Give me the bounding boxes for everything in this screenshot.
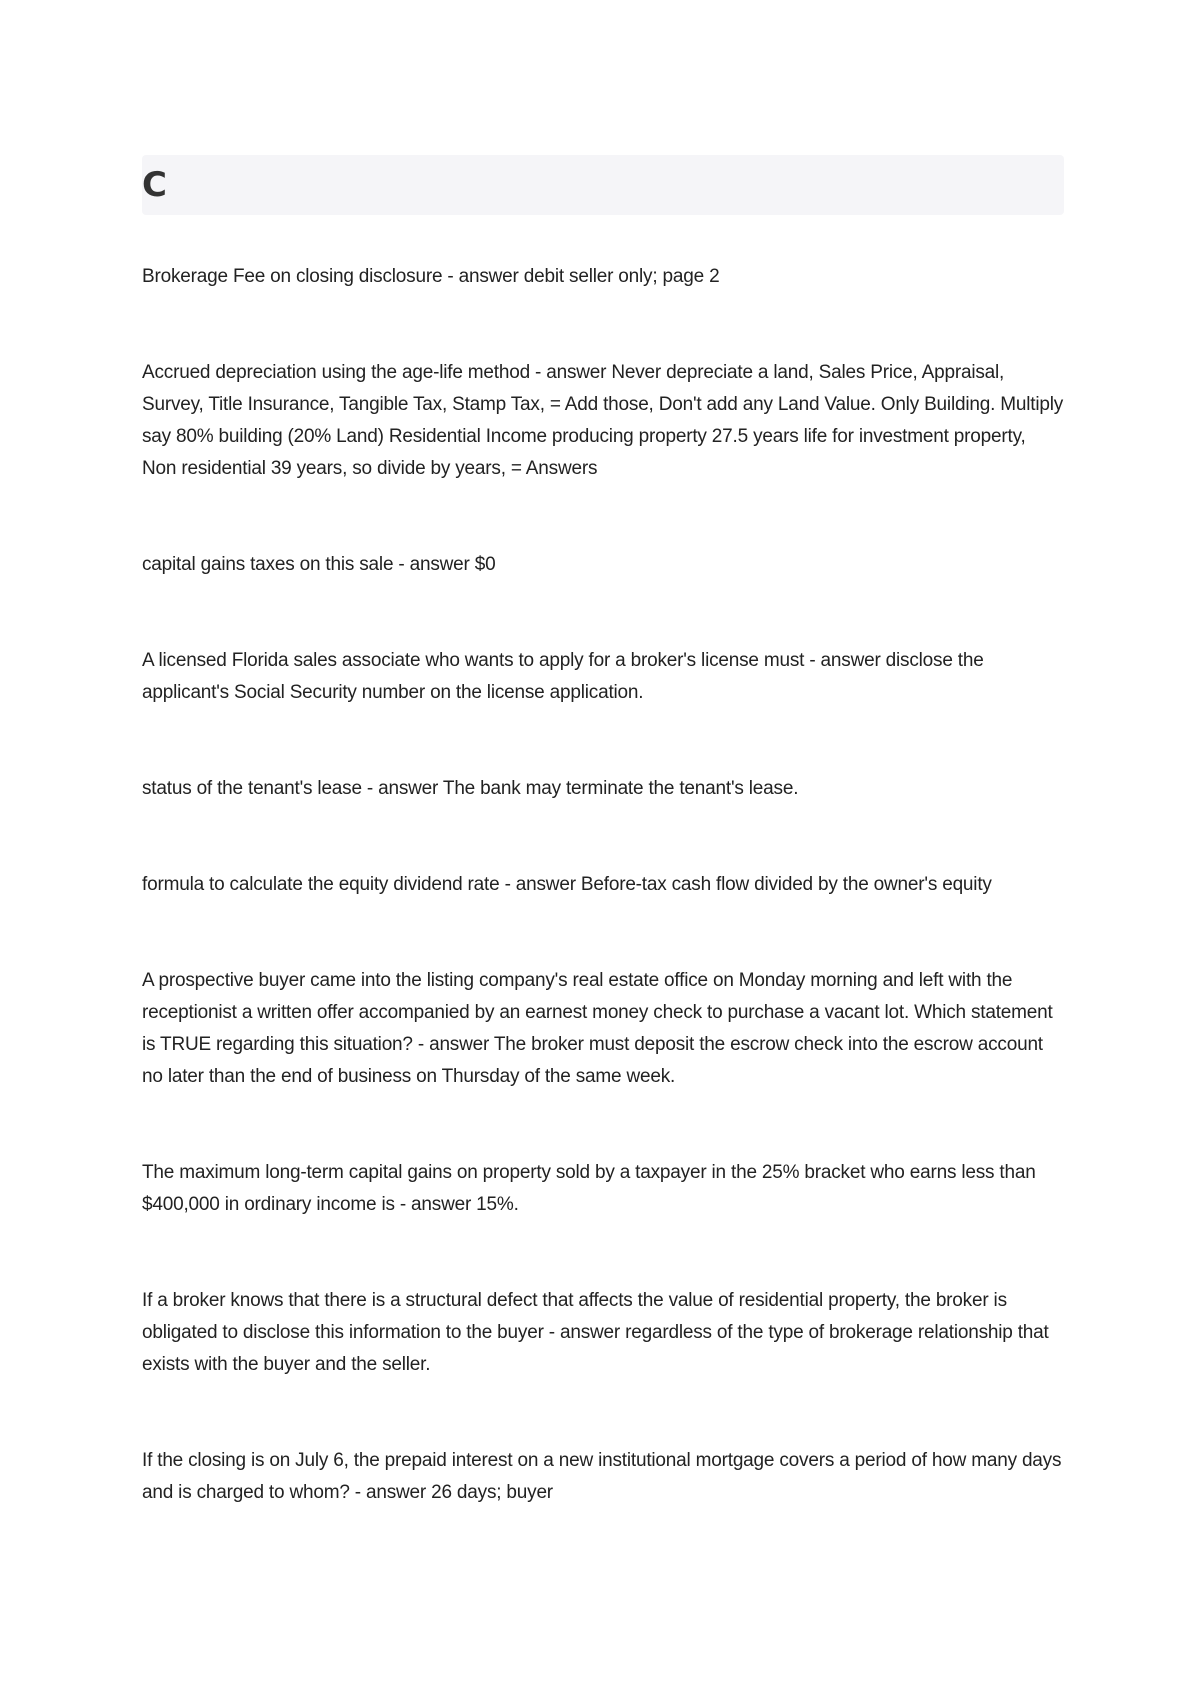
qa-entry: Brokerage Fee on closing disclosure - answer debit seller only; page 2 bbox=[142, 266, 720, 287]
qa-entry: status of the tenant's lease - answer The bank may terminate the tenant's lease. bbox=[142, 778, 799, 799]
section-header bbox=[142, 155, 1064, 215]
qa-entry: A licensed Florida sales associate who wants to apply for a broker's license must - answer disclose the applicant's Social Security number on the license application. bbox=[142, 650, 984, 703]
qa-entry: A prospective buyer came into the listing company's real estate office on Monday morning and left with the receptionist a written offer accompanied by an earnest money check to purchase a vacant lot. Which statement is TRUE regarding this situation? - answer The broker must deposit the escrow check into the escrow account no later than the end of business on Thursday of the same week. bbox=[142, 970, 1053, 1087]
qa-entry: formula to calculate the equity dividend rate - answer Before-tax cash flow divided by the owner's equity bbox=[142, 874, 992, 895]
qa-entry: Accrued depreciation using the age-life method - answer Never depreciate a land, Sales Price, Appraisal, Survey, Title Insurance, Tangible Tax, Stamp Tax, = Add those, Don't add any Land Value. Only Building. Multiply say 80% building (20% Land) Residential Income producing property 27.5 years life for investment property, Non residential 39 years, so divide by years, = Answers bbox=[142, 362, 1064, 479]
section-letter: C bbox=[142, 165, 167, 205]
qa-entry: The maximum long-term capital gains on property sold by a taxpayer in the 25% bracket who earns less than $400,000 in ordinary income is - answer 15%. bbox=[142, 1162, 1036, 1215]
qa-entry: If a broker knows that there is a structural defect that affects the value of residential property, the broker is obligated to disclose this information to the buyer - answer regardless of the type of brokerage relationship that exists with the buyer and the seller. bbox=[142, 1290, 1049, 1375]
qa-entry: capital gains taxes on this sale - answer $0 bbox=[142, 554, 496, 575]
qa-entry: If the closing is on July 6, the prepaid interest on a new institutional mortgage covers a period of how many days and is charged to whom? - answer 26 days; buyer bbox=[142, 1450, 1062, 1503]
